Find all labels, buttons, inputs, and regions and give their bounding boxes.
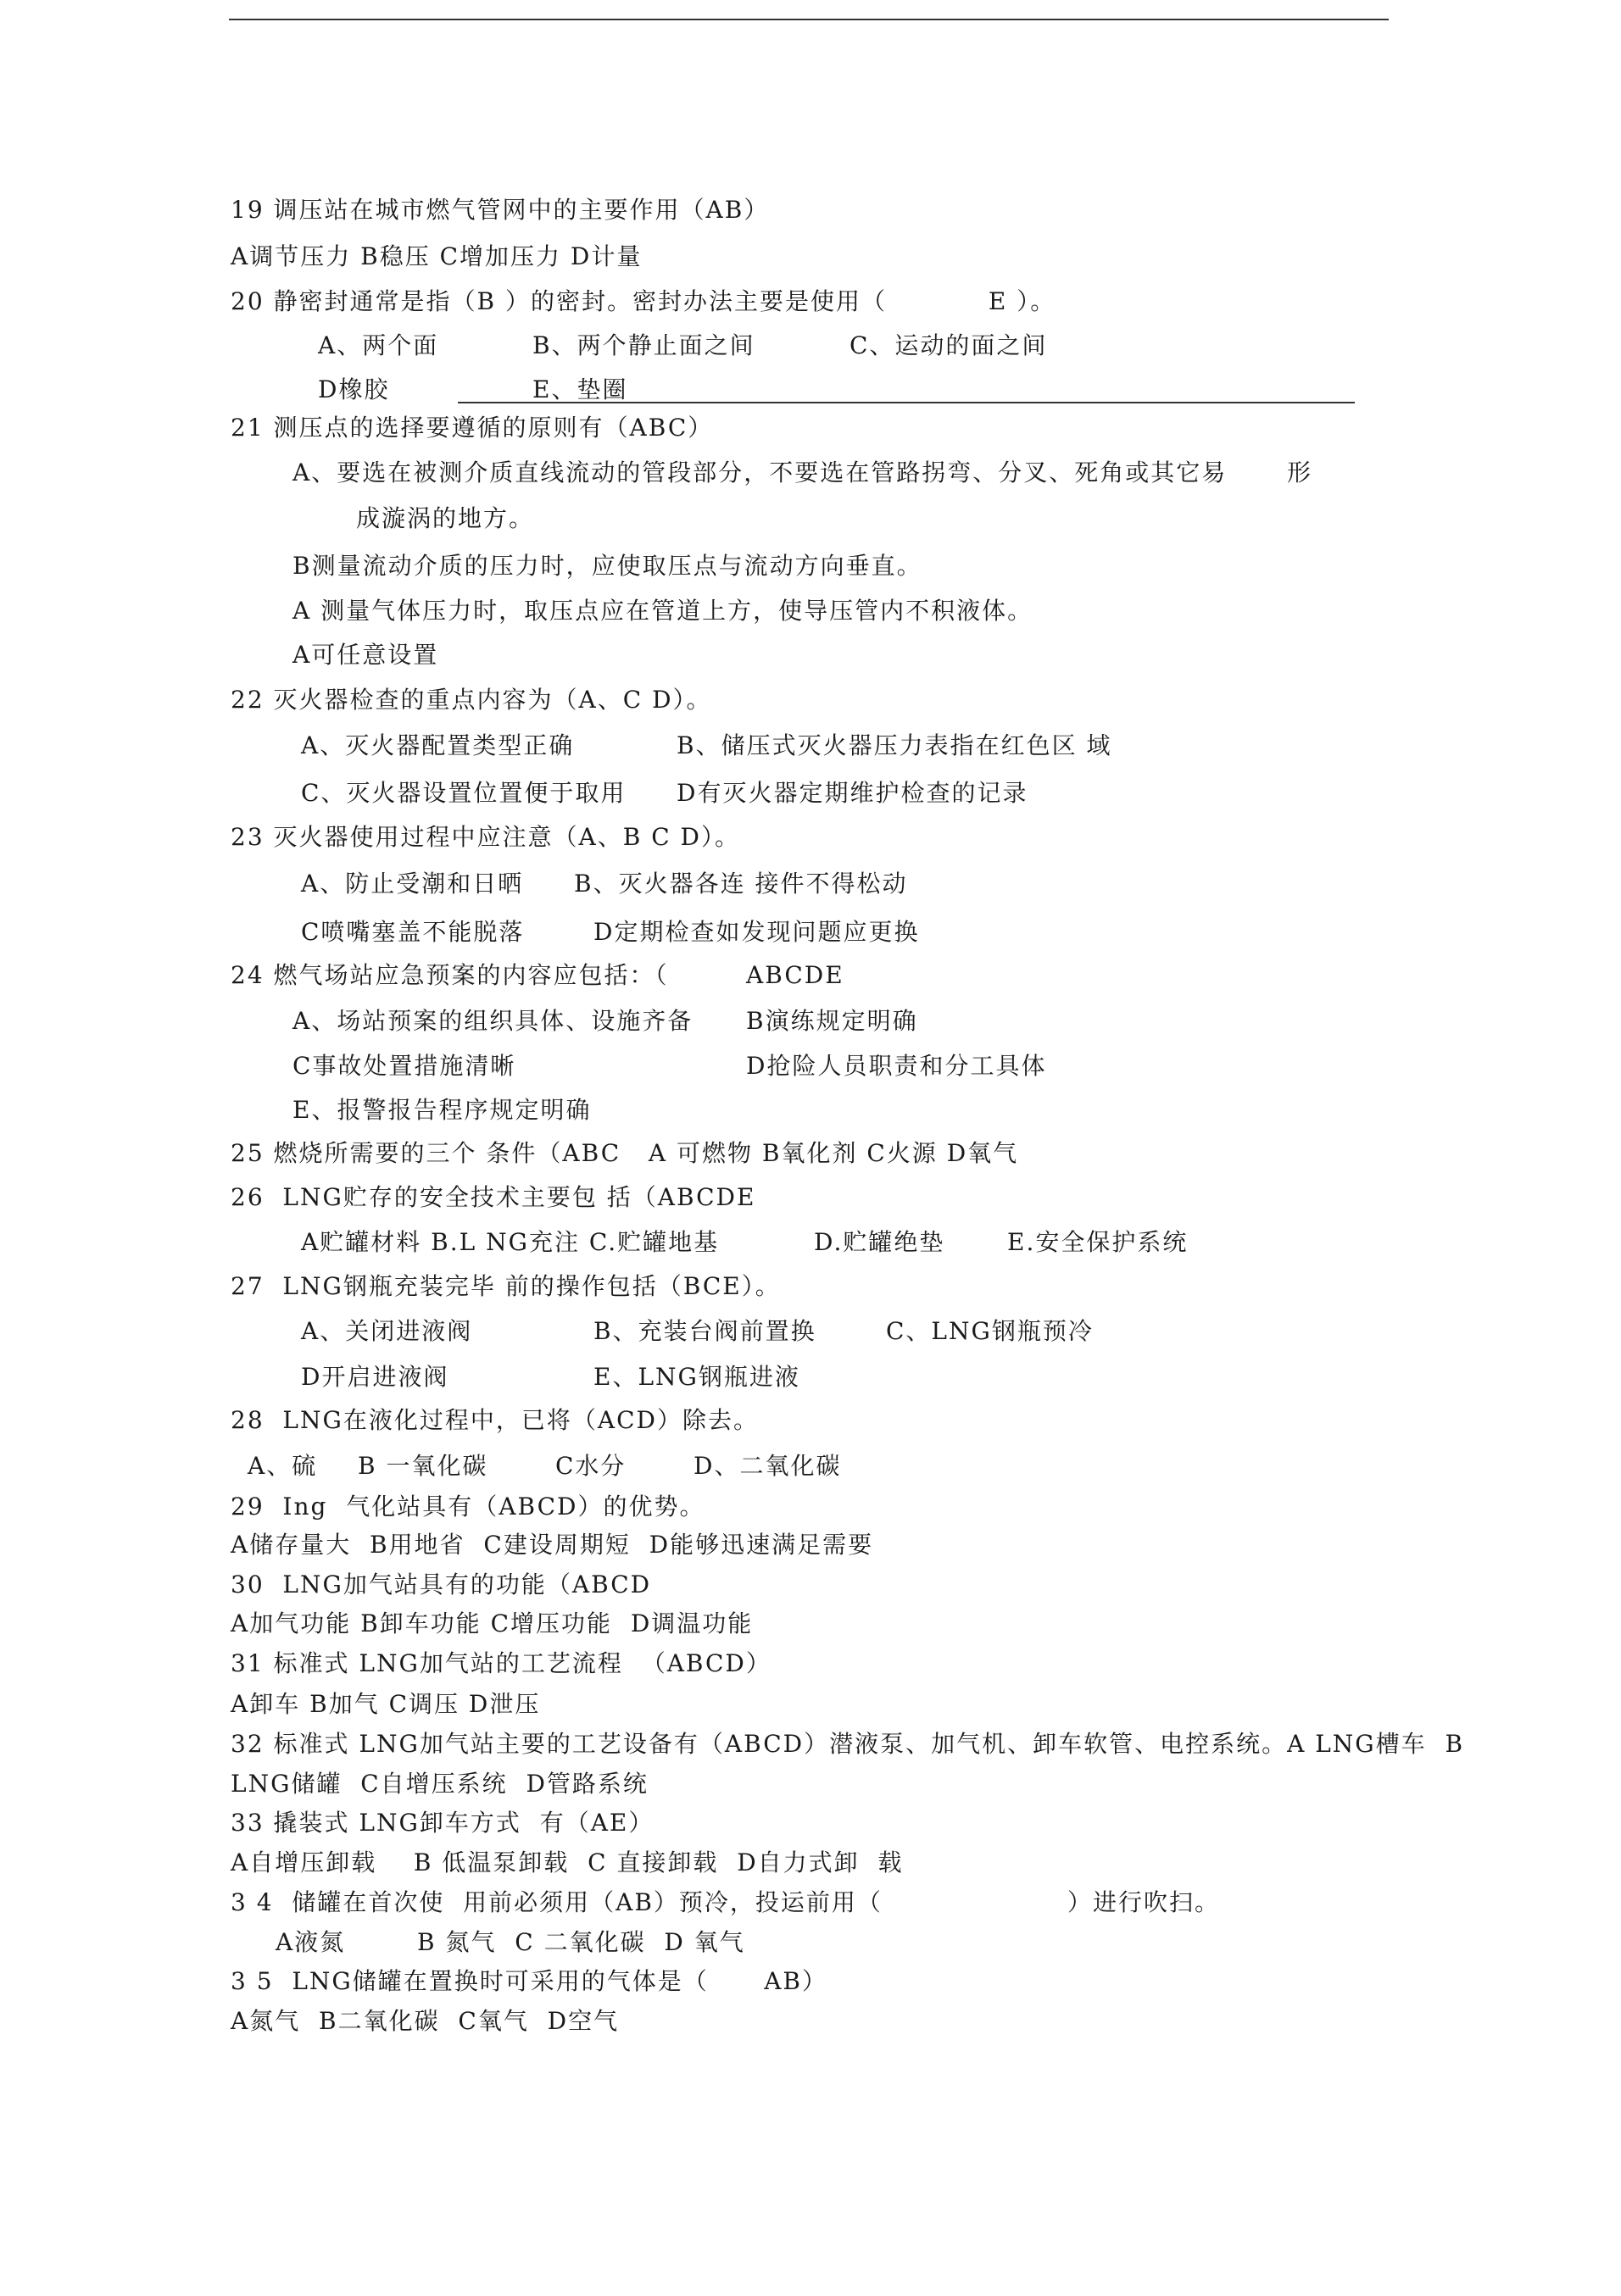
- q24-option-c: C事故处置措施清晰: [292, 1052, 516, 1080]
- q21-option-d: A可任意设置: [292, 641, 439, 669]
- q20-option-b: B、两个静止面之间: [532, 331, 755, 359]
- q34-text: 3 4 储罐在首次使 用前必须用（AB）预冷，投运前用（ ）进行吹扫。: [231, 1888, 1220, 1916]
- q24-option-d: D抢险人员职责和分工具体: [746, 1052, 1047, 1080]
- q26-text: 26 LNG贮存的安全技术主要包 括（ABCDE: [231, 1183, 756, 1211]
- q28-option-b: B 一氧化碳: [358, 1452, 488, 1480]
- q30-text: 30 LNG加气站具有的功能（ABCD: [231, 1571, 652, 1598]
- q24-option-a: A、场站预案的组织具体、设施齐备: [292, 1007, 694, 1035]
- q23-option-d: D定期检查如发现问题应更换: [593, 918, 920, 946]
- q23-option-a: A、防止受潮和日晒: [301, 870, 524, 898]
- q20-text: 20 静密封通常是指（B ）的密封。密封办法主要是使用（ E ）。: [231, 287, 1056, 315]
- q35-text: 3 5 LNG储罐在置换时可采用的气体是（ AB）: [231, 1967, 827, 1995]
- q33-options: A自增压卸载 B 低温泵卸载 C 直接卸载 D自力式卸 载: [231, 1848, 904, 1876]
- q25-text: 25 燃烧所需要的三个 条件（ABC A 可燃物 B氧化剂 C火源 D氧气: [231, 1139, 1019, 1167]
- q26-option-d: D.贮罐绝垫: [814, 1228, 945, 1256]
- header-rule: [229, 19, 1389, 20]
- q29-text: 29 Ing 气化站具有（ABCD）的优势。: [231, 1493, 705, 1520]
- q22-text: 22 灭火器检查的重点内容为（A、C D）。: [231, 686, 712, 714]
- q20-option-e: E、垫圈: [532, 375, 628, 403]
- q35-options: A氮气 B二氧化碳 C氧气 D空气: [231, 2007, 620, 2035]
- q21-option-c: A 测量气体压力时，取压点应在管道上方，使导压管内不积液体。: [292, 597, 1033, 625]
- q24-option-b: B演练规定明确: [746, 1007, 918, 1035]
- q20-option-a: A、两个面: [318, 331, 439, 359]
- q31-text: 31 标准式 LNG加气站的工艺流程 （ABCD）: [231, 1649, 772, 1677]
- q20-option-c: C、运动的面之间: [849, 331, 1048, 359]
- q23-option-b: B、灭火器各连 接件不得松动: [574, 870, 908, 898]
- q21-option-a: A、要选在被测介质直线流动的管段部分，不要选在管路拐弯、分叉、死角或其它易: [292, 459, 1228, 486]
- q24-text: 24 燃气场站应急预案的内容应包括：（: [231, 961, 669, 989]
- q28-option-a: A、硫: [248, 1452, 318, 1480]
- q27-option-e: E、LNG钢瓶进液: [593, 1363, 800, 1391]
- q30-options: A加气功能 B卸车功能 C增压功能 D调温功能: [231, 1609, 754, 1637]
- q27-option-a: A、关闭进液阀: [301, 1317, 473, 1345]
- q20-option-d: D橡胶: [318, 375, 390, 403]
- q27-option-b: B、充装台阀前置换: [593, 1317, 816, 1345]
- q32-text: 32 标准式 LNG加气站主要的工艺设备有（ABCD）潜液泵、加气机、卸车软管、电控系统。A LNG槽车 B: [231, 1730, 1465, 1758]
- q26-option-abc: A贮罐材料 B.L NG充注 C.贮罐地基: [301, 1228, 720, 1256]
- q32-text-cont: LNG储罐 C自增压系统 D管路系统: [231, 1770, 649, 1798]
- q33-text: 33 撬装式 LNG卸车方式 有（AE）: [231, 1809, 655, 1837]
- q27-option-d: D开启进液阀: [301, 1363, 449, 1391]
- q27-text: 27 LNG钢瓶充装完毕 前的操作包括（BCE）。: [231, 1272, 781, 1300]
- q19-text: 19 调压站在城市燃气管网中的主要作用（AB）: [231, 196, 770, 224]
- q22-option-c: C、灭火器设置位置便于取用: [301, 779, 627, 807]
- q23-option-c: C喷嘴塞盖不能脱落: [301, 918, 525, 946]
- q23-text: 23 灭火器使用过程中应注意（A、B C D）。: [231, 823, 741, 851]
- q31-options: A卸车 B加气 C调压 D泄压: [231, 1690, 541, 1718]
- q34-option-a: A液氮: [276, 1928, 346, 1956]
- q28-option-d: D、二氧化碳: [694, 1452, 842, 1480]
- q29-options: A储存量大 B用地省 C建设周期短 D能够迅速满足需要: [231, 1531, 874, 1559]
- q26-option-e: E.安全保护系统: [1007, 1228, 1189, 1256]
- q21-text: 21 测压点的选择要遵循的原则有（ABC）: [231, 414, 714, 442]
- q22-option-d: D有灭火器定期维护检查的记录: [677, 779, 1028, 807]
- q21-option-b: B测量流动介质的压力时，应使取压点与流动方向垂直。: [292, 552, 922, 580]
- q19-options: A调节压力 B稳压 C增加压力 D计量: [231, 242, 643, 270]
- q24-option-e: E、报警报告程序规定明确: [292, 1096, 592, 1124]
- q21-option-a-tail: 形: [1287, 459, 1313, 486]
- q34-option-bcd: B 氮气 C 二氧化碳 D 氧气: [417, 1928, 745, 1956]
- q27-option-c: C、LNG钢瓶预冷: [886, 1317, 1094, 1345]
- q21-option-a-cont: 成漩涡的地方。: [356, 504, 535, 532]
- q22-option-b: B、储压式灭火器压力表指在红色区 域: [677, 731, 1112, 759]
- q28-text: 28 LNG在液化过程中，已将（ACD）除去。: [231, 1406, 759, 1434]
- q28-option-c: C水分: [555, 1452, 627, 1480]
- q22-option-a: A、灭火器配置类型正确: [301, 731, 575, 759]
- q24-answer: ABCDE: [746, 961, 844, 989]
